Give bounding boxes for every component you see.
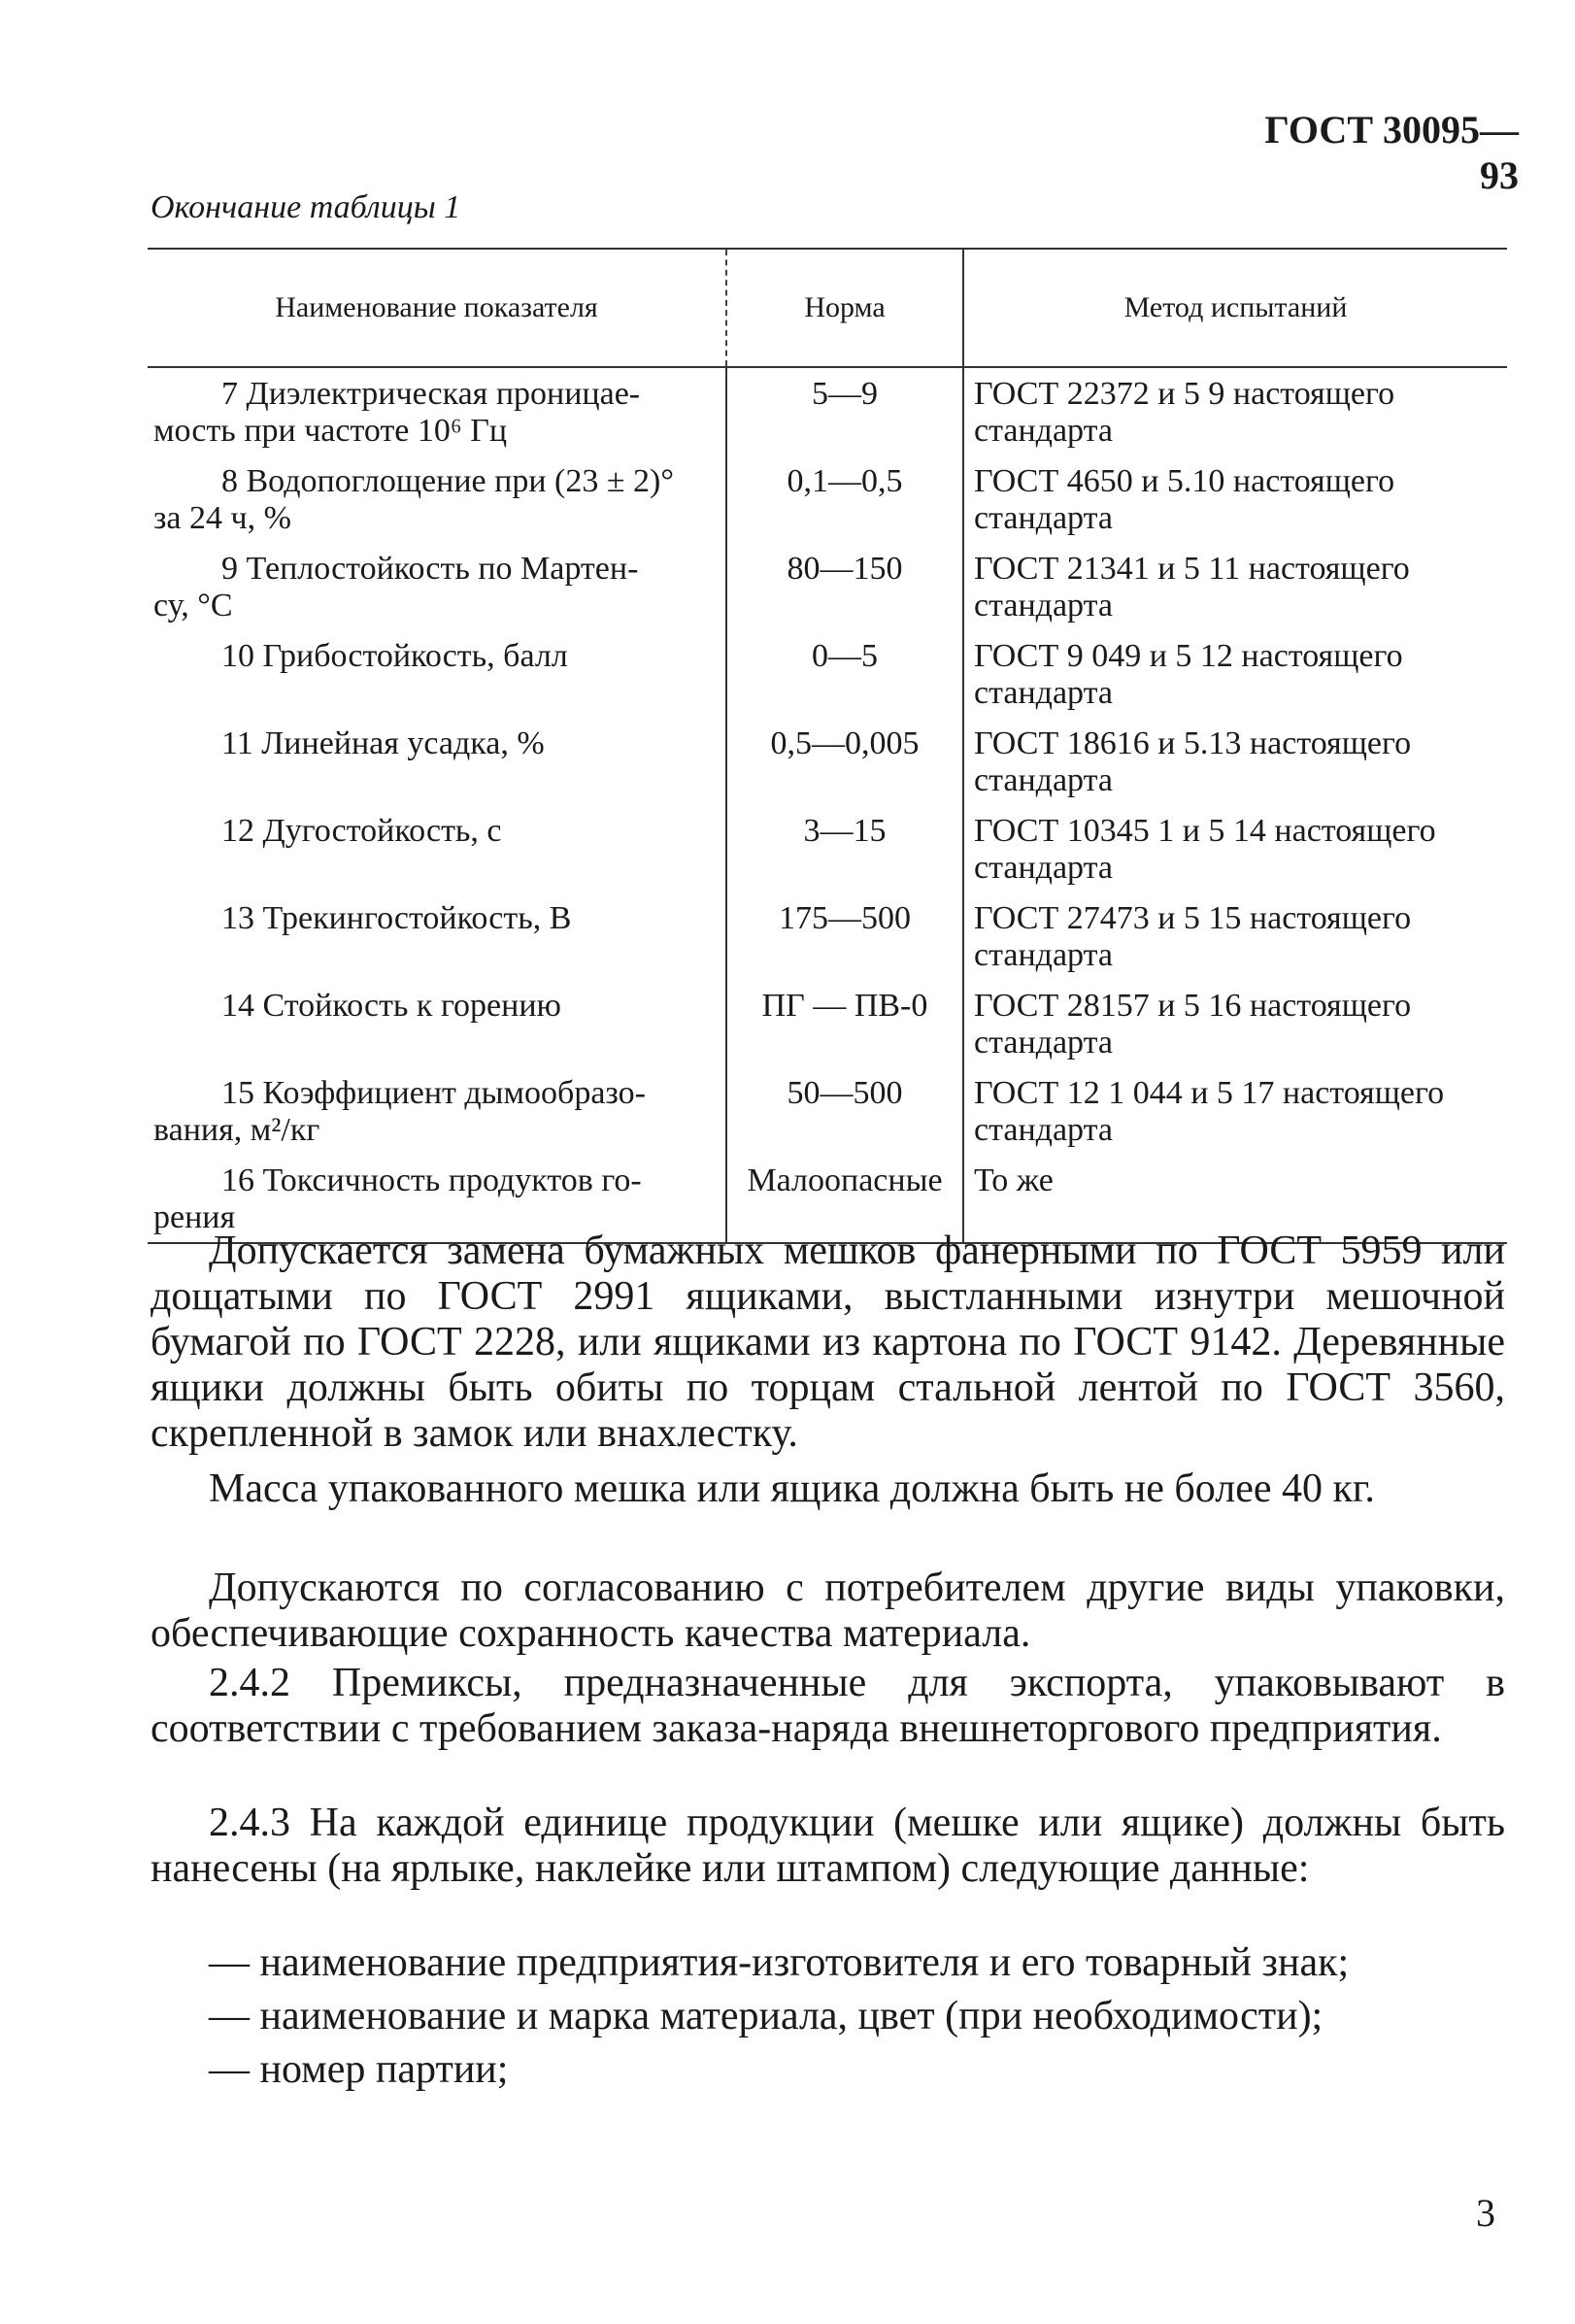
- cell-norm: ПГ — ПВ-0: [726, 980, 963, 1067]
- cell-method: То же: [963, 1155, 1507, 1243]
- cell-norm: 50—500: [726, 1067, 963, 1155]
- paragraph-labeling: 2.4.3 На каждой единице продукции (мешке или ящике) должны быть нанесены (на ярлыке, наклейке или штампом) следующие данные:: [151, 1801, 1505, 1891]
- cell-norm: 175—500: [726, 893, 963, 980]
- table-row: [148, 630, 1507, 718]
- cell-name: 13 Трекингостойкость, В: [221, 900, 572, 936]
- cell-method: ГОСТ 18616 и 5.13 настоящего стандарта: [963, 718, 1507, 805]
- cell-method: ГОСТ 28157 и 5 16 настоящего стандарта: [963, 980, 1507, 1067]
- paragraph-packaging-replacement: Допускается замена бумажных мешков фанерными по ГОСТ 5959 или дощатыми по ГОСТ 2991 ящиками, выстланными изнутри мешочной бумагой по ГОСТ 2228, или ящиками из картона по ГОСТ 9142. Деревянные ящики должны быть обиты по торцам стальной лентой по ГОСТ 3560, скрепленной в замок или внахлестку.: [151, 1229, 1505, 1456]
- cell-norm: Малоопасные: [726, 1155, 963, 1243]
- table-row: [148, 718, 1507, 805]
- cell-method: ГОСТ 27473 и 5 15 настоящего стандарта: [963, 893, 1507, 980]
- cell-name: 14 Стойкость к горению: [221, 988, 561, 1024]
- cell-name: 11 Линейная усадка, %: [221, 725, 545, 761]
- page-number: 3: [1476, 2191, 1495, 2235]
- cell-method: ГОСТ 21341 и 5 11 настоящего стандарта: [963, 543, 1507, 630]
- paragraph-mass-limit: Масса упакованного мешка или ящика должна быть не более 40 кг.: [209, 1466, 1375, 1511]
- cell-norm: 80—150: [726, 543, 963, 630]
- table-row: [148, 893, 1507, 980]
- labeling-list: [209, 1940, 1349, 2101]
- cell-method: ГОСТ 22372 и 5 9 настоящего стандарта: [963, 367, 1507, 455]
- cell-norm: 0,1—0,5: [726, 455, 963, 543]
- cell-name: 12 Дугостойкость, с: [221, 813, 502, 849]
- properties-table: [148, 248, 1507, 1244]
- document-code: ГОСТ 30095—93: [1264, 108, 1519, 197]
- list-item: — номер партии;: [209, 2047, 509, 2092]
- paragraph-other-packaging: Допускаются по согласованию с потребителем другие виды упаковки, обеспечивающие сохранность качества материала.: [151, 1566, 1505, 1656]
- cell-norm: 5—9: [726, 367, 963, 455]
- cell-norm: 0—5: [726, 630, 963, 718]
- column-header-norm: Норма: [726, 249, 963, 367]
- cell-name: 15 Коэффициент дымообразо- вания, м²/кг: [153, 1075, 646, 1148]
- cell-method: ГОСТ 10345 1 и 5 14 настоящего стандарта: [963, 805, 1507, 893]
- cell-name: 16 Токсичность продуктов го- рения: [148, 1155, 726, 1243]
- table-caption: Окончание таблицы 1: [151, 189, 461, 225]
- cell-name: 10 Грибостойкость, балл: [221, 638, 568, 674]
- table-row: [148, 455, 1507, 543]
- paragraph-export-premixes: 2.4.2 Премиксы, предназначенные для экспорта, упаковывают в соответствии с требованием заказа-наряда внешнеторгового предприятия.: [151, 1661, 1505, 1751]
- column-header-name: Наименование показателя: [148, 249, 726, 367]
- list-item: — наименование и марка материала, цвет (при необходимости);: [209, 1994, 1324, 2038]
- table-row: [148, 543, 1507, 630]
- cell-norm: 0,5—0,005: [726, 718, 963, 805]
- table-row: [148, 1067, 1507, 1155]
- column-header-method: Метод испытаний: [963, 249, 1507, 367]
- table-row: [148, 805, 1507, 893]
- cell-name: 7 Диэлектрическая проницае- мость при частоте 10⁶ Гц: [153, 376, 641, 449]
- cell-method: ГОСТ 9 049 и 5 12 настоящего стандарта: [963, 630, 1507, 718]
- table-header-row: [148, 249, 1507, 367]
- cell-method: ГОСТ 12 1 044 и 5 17 настоящего стандарта: [963, 1067, 1507, 1155]
- cell-name: 9 Теплостойкость по Мартен- су, °С: [153, 551, 639, 623]
- list-item: — наименование предприятия-изготовителя и его товарный знак;: [209, 1940, 1350, 1985]
- table-row: [148, 367, 1507, 455]
- cell-method: ГОСТ 4650 и 5.10 настоящего стандарта: [963, 455, 1507, 543]
- table-row: [148, 980, 1507, 1067]
- cell-norm: 3—15: [726, 805, 963, 893]
- cell-name: 8 Водопоглощение при (23 ± 2)° за 24 ч, %: [153, 463, 674, 536]
